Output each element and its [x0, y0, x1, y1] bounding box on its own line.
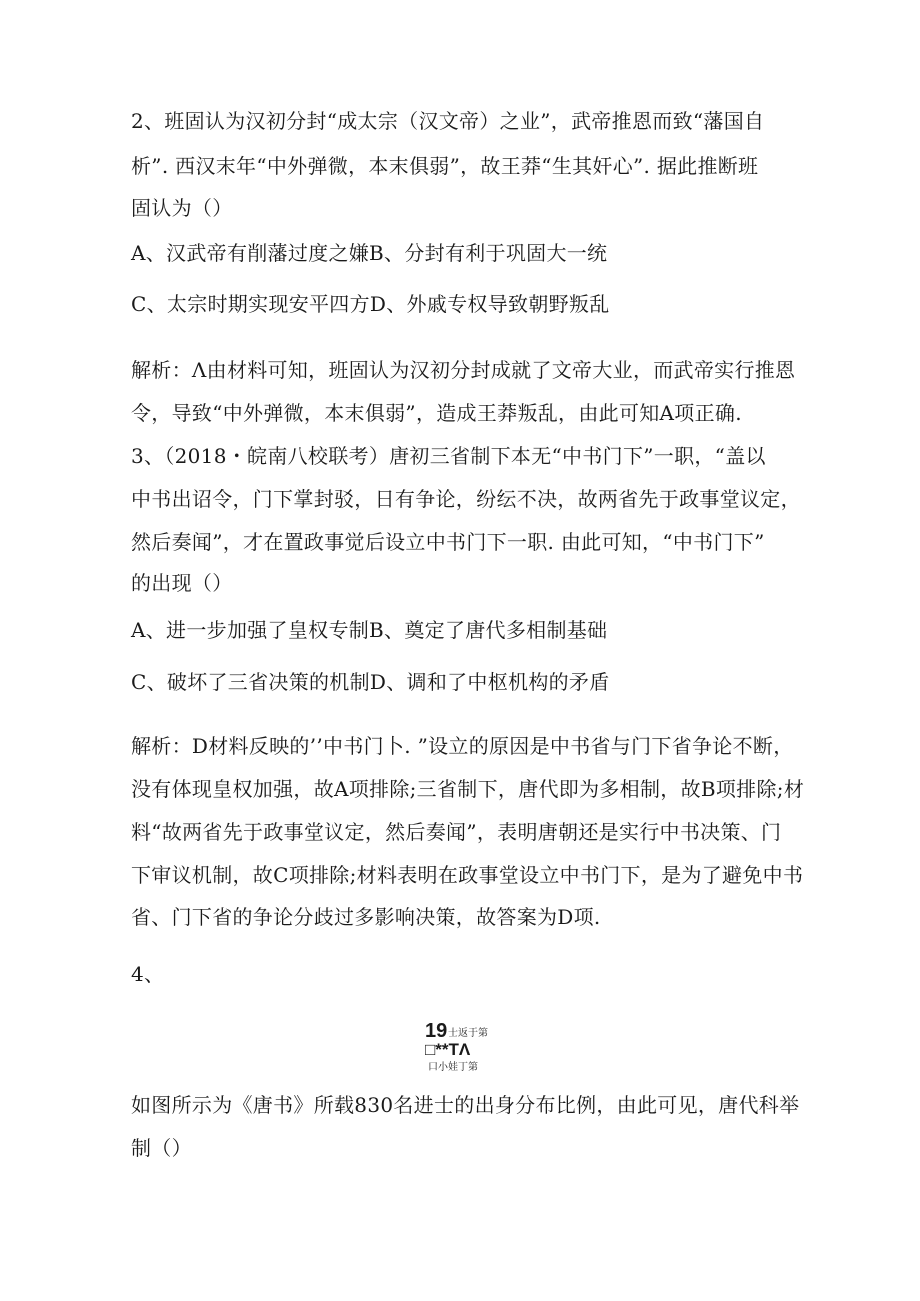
q4-stem-line-1: 如图所示为《唐书》所载830名进士的出身分布比例，由此可见，唐代科举 [131, 1093, 800, 1117]
q3-stem-line-3: 然后奏闻”，才在置政事觉后设立中书门下一职. 由此可知，“中书门下” [131, 530, 765, 554]
q3-stem-line-1: 3、（2018・皖南八校联考）唐初三省制下本无“中书门下”一职，“盖以 [131, 444, 766, 468]
q4-number: 4、 [131, 962, 165, 986]
q3-stem-line-4: 的出现（） [131, 571, 233, 595]
q2-stem-line-2: 析”. 西汉末年“中外弹微，本末俱弱”，故王莽“生其奸心”. 据此推断班 [131, 154, 759, 178]
q3-option-cd: C、破坏了三省决策的机制D、调和了中枢机构的矛盾 [131, 670, 610, 694]
q2-option-ab: A、汉武帝有削藩过度之嫌B、分封有利于巩固大一统 [131, 241, 608, 265]
figure-label-middle: □**TΛ [425, 1040, 471, 1059]
figure-label-bottom: 口小娃丁第 [428, 1062, 478, 1073]
q2-analysis-line-2: 令，导致“中外弹微，本末俱弱”，造成王莽叛乱，由此可知A项正确. [131, 401, 742, 425]
figure-label-19: 19 [425, 1020, 448, 1042]
q2-stem-line-3: 固认为（） [131, 196, 233, 220]
q2-analysis-line-1: 解析：Λ由材料可知，班固认为汉初分封成就了文帝大业，而武帝实行推恩 [131, 358, 796, 382]
q2-option-cd: C、太宗时期实现安平四方D、外戚专权导致朝野叛乱 [131, 292, 610, 316]
q4-stem-line-2: 制（） [131, 1136, 192, 1160]
q3-stem-line-2: 中书出诏令，门下掌封驳，日有争论，纷纭不决，故两省先于政事堂议定， [131, 487, 801, 511]
figure-label-top: 士返于第 [448, 1028, 488, 1039]
q4-figure [425, 1020, 525, 1080]
q3-option-ab: A、进一步加强了皇权专制B、奠定了唐代多相制基础 [131, 618, 608, 642]
q3-analysis-line-2: 没有体现皇权加强，故A项排除;三省制下，唐代即为多相制，故B项排除;材 [131, 777, 805, 801]
q3-analysis-line-1: 解析：D材料反映的’’中书门卜. ”设立的原因是中书省与门下省争论不断， [131, 734, 794, 758]
q3-analysis-line-4: 下审议机制，故C项排除;材料表明在政事堂设立中书门下，是为了避免中书 [131, 863, 804, 887]
q3-analysis-line-5: 省、门下省的争论分歧过多影响决策，故答案为D项. [131, 905, 601, 929]
q3-analysis-line-3: 料“故两省先于政事堂议定，然后奏闻”，表明唐朝还是实行中书决策、门 [131, 820, 782, 844]
q2-stem-line-1: 2、班固认为汉初分封“成太宗（汉文帝）之业”，武帝推恩而致“藩国自 [131, 109, 765, 133]
